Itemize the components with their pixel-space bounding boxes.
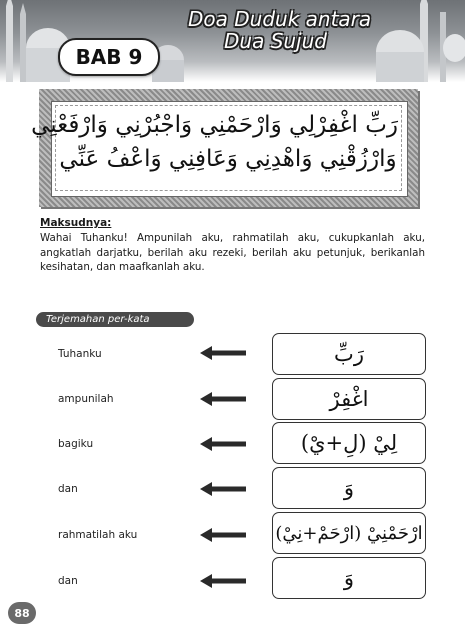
doa-arabic-line1: رَبِّ اغْفِرْلِي وَارْحَمْنِي وَاجْبُرْنِي وَارْفَعْنِي (31, 112, 398, 138)
row-5-malay: rahmatilah aku (58, 529, 138, 541)
row-1-malay: Tuhanku (58, 348, 102, 360)
arrow-left-icon (200, 346, 246, 360)
row-6-arabic-box: وَ (272, 557, 426, 599)
page-title (188, 7, 372, 53)
arrow-left-icon (200, 574, 246, 588)
arrow-left-icon (200, 437, 246, 451)
section-title: Terjemahan per-kata (46, 314, 150, 325)
header-banner (0, 0, 465, 82)
row-4-malay: dan (58, 483, 78, 495)
row-6-malay: dan (58, 575, 78, 587)
arrow-left-icon (200, 482, 246, 496)
arrow-left-icon (200, 528, 246, 542)
row-1-arabic-box: رَبِّ (272, 333, 426, 375)
page-number: 88 (8, 602, 36, 624)
page-title-line1: Doa Duduk antara (188, 7, 372, 31)
section-title-badge (36, 312, 194, 327)
row-4-arabic-box: وَ (272, 467, 426, 509)
row-3-malay: bagiku (58, 438, 94, 450)
chapter-badge: BAB 9 (58, 38, 160, 76)
row-5-arabic-box: ارْحَمْنِيْ (ارْحَمْ+نِيْ) (272, 512, 426, 554)
row-2-arabic-box: اغْفِرْ (272, 378, 426, 420)
arrow-left-icon (200, 392, 246, 406)
meaning-heading: Maksudnya: (40, 217, 112, 229)
row-2-malay: ampunilah (58, 393, 114, 405)
row-3-arabic-box: لِيْ (لِ+يْ) (272, 422, 426, 464)
doa-arabic-line2: وَارْزُقْنِي وَاهْدِنِي وَعَافِنِي وَاعْفُ عَنِّي (59, 146, 397, 172)
meaning-text: Wahai Tuhanku! Ampunilah aku, rahmatilah aku, cukupkanlah aku, angkatlah darjatku, berilah aku rezeki, berilah aku petunjuk, berikanlah kesihatan, dan maafkanlah aku. (40, 232, 425, 273)
page-title-line2: Dua Sujud (224, 29, 327, 53)
